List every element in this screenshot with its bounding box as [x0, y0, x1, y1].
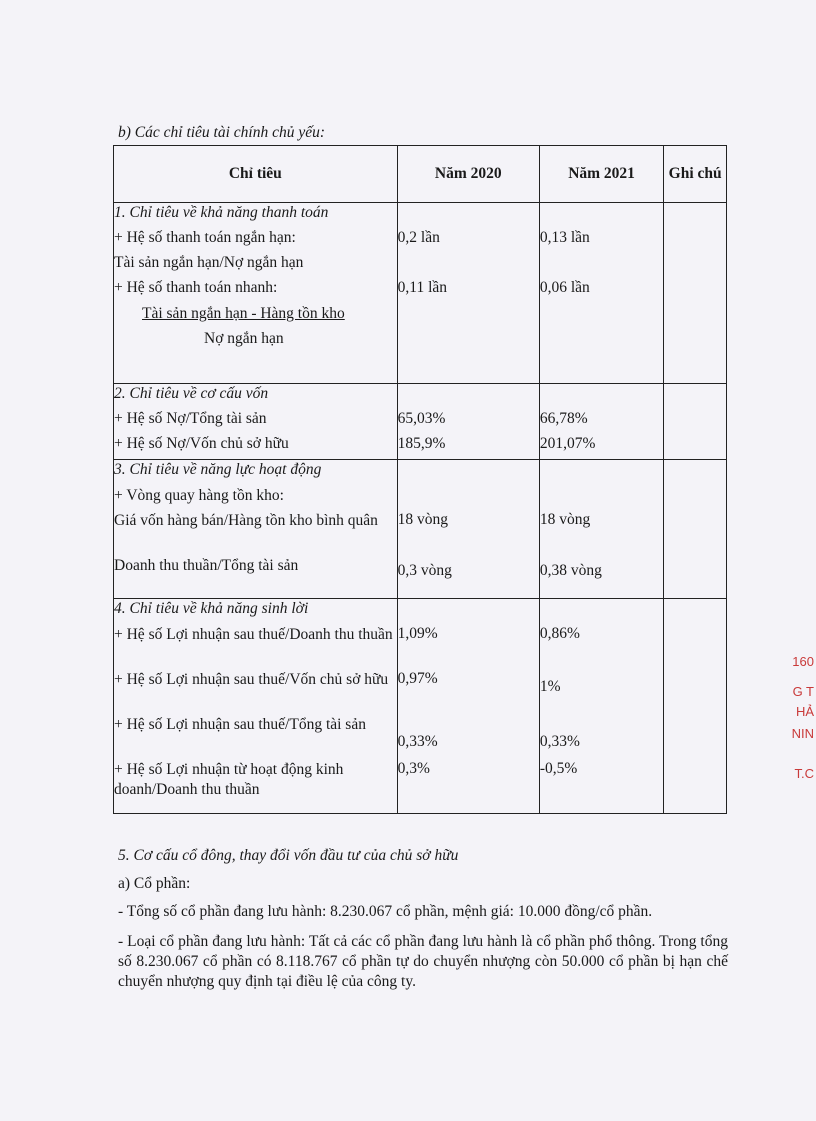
table-row: [114, 384, 727, 460]
value-cell: 0,11 lần: [397, 279, 448, 297]
header-indicator: Chỉ tiêu: [114, 146, 398, 203]
row-label: + Hệ số Lợi nhuận từ hoạt động kinh doanh/Doanh thu thuần: [114, 760, 344, 798]
group-title: 4. Chỉ tiêu về khả năng sinh lời: [114, 600, 309, 618]
note-cell: [664, 599, 727, 814]
group-2-labels: [114, 384, 398, 460]
group-4-labels: [114, 599, 398, 814]
value-cell: 0,2 lần: [397, 229, 440, 246]
fraction-numerator: Tài sản ngắn hạn - Hàng tồn kho: [142, 304, 345, 322]
value-cell: 0,86%: [539, 625, 580, 643]
group-2-2021: [539, 384, 663, 460]
value-cell: 0,38 vòng: [539, 562, 602, 580]
stamp-text: G T: [792, 684, 814, 699]
value-cell: 0,06 lần: [539, 279, 590, 297]
value-cell: 0,33%: [397, 733, 438, 751]
group-title: 3. Chỉ tiêu về năng lực hoạt động: [114, 461, 322, 479]
fraction-denominator: Nợ ngắn hạn: [204, 329, 284, 347]
value-cell: 65,03%: [397, 410, 446, 427]
header-year-2020: Năm 2020: [397, 146, 539, 203]
value-cell: 201,07%: [539, 435, 596, 453]
group-4-2021: [539, 599, 663, 814]
section-b-title: b) Các chỉ tiêu tài chính chủ yếu:: [118, 124, 326, 141]
group-title: 2. Chỉ tiêu về cơ cấu vốn: [114, 385, 269, 402]
header-year-2021: Năm 2021: [539, 146, 663, 203]
value-cell: 0,97%: [397, 670, 438, 688]
row-label: + Vòng quay hàng tồn kho:: [114, 486, 284, 504]
value-cell: 18 vòng: [397, 511, 449, 529]
shares-outstanding-paragraph: - Tổng số cổ phần đang lưu hành: 8.230.067 cổ phần, mệnh giá: 10.000 đồng/cổ phần.: [118, 903, 653, 920]
group-1-labels: [114, 203, 398, 384]
table-header-row: [114, 146, 727, 203]
value-cell: 0,3 vòng: [397, 562, 452, 580]
red-stamp-fragment: [786, 640, 816, 790]
financial-indicators-table: [113, 145, 727, 814]
group-1-2020: [397, 203, 539, 384]
group-title: 1. Chỉ tiêu về khả năng thanh toán: [114, 204, 329, 221]
row-label: Tài sản ngắn hạn/Nợ ngắn hạn: [114, 254, 304, 272]
table-row: [114, 203, 727, 384]
note-cell: [664, 460, 727, 599]
group-2-2020: [397, 384, 539, 460]
section-5-title: 5. Cơ cấu cổ đông, thay đổi vốn đầu tư của chủ sở hữu: [118, 847, 459, 864]
group-1-2021: [539, 203, 663, 384]
value-cell: 66,78%: [539, 410, 588, 427]
value-cell: 1%: [539, 678, 561, 696]
row-label: + Hệ số Lợi nhuận sau thuế/Vốn chủ sở hữu: [114, 670, 389, 688]
row-label: + Hệ số thanh toán ngắn hạn:: [114, 229, 296, 247]
stamp-text: 160: [792, 654, 814, 669]
note-cell: [664, 203, 727, 384]
row-label: + Hệ số Nợ/Vốn chủ sở hữu: [114, 435, 289, 453]
value-cell: 0,3%: [397, 760, 430, 778]
value-cell: 0,13 lần: [539, 229, 590, 246]
group-3-2020: [397, 460, 539, 599]
group-3-2021: [539, 460, 663, 599]
section-5a-title: a) Cổ phần:: [118, 875, 191, 892]
table-row: [114, 460, 727, 599]
share-type-paragraph: - Loại cổ phần đang lưu hành: Tất cả các cổ phần đang lưu hành là cổ phần phổ thông. Trong tổng số 8.230.067 cổ phần có 8.118.767 cổ phần tự do chuyển nhượng còn 50.000 cổ phần bị hạn chế chuyển nhượng quy định tại điều lệ của công ty.: [118, 933, 728, 990]
group-3-labels: [114, 460, 398, 599]
row-label: Giá vốn hàng bán/Hàng tồn kho bình quân: [114, 511, 378, 529]
table-row: [114, 599, 727, 814]
row-label: + Hệ số Lợi nhuận sau thuế/Tổng tài sản: [114, 715, 366, 733]
value-cell: 18 vòng: [539, 511, 591, 529]
stamp-text: HẢ: [795, 704, 814, 719]
row-label: + Hệ số thanh toán nhanh:: [114, 279, 278, 297]
row-label: Doanh thu thuần/Tổng tài sản: [114, 556, 299, 574]
value-cell: 185,9%: [397, 435, 446, 453]
row-label: + Hệ số Lợi nhuận sau thuế/Doanh thu thuần: [114, 625, 393, 643]
value-cell: 1,09%: [397, 625, 438, 643]
row-label: + Hệ số Nợ/Tổng tài sản: [114, 410, 267, 428]
stamp-text: T.C: [794, 766, 814, 781]
value-cell: 0,33%: [539, 733, 580, 751]
group-4-2020: [397, 599, 539, 814]
value-cell: -0,5%: [539, 760, 578, 778]
note-cell: [664, 384, 727, 460]
header-note: Ghi chú: [664, 146, 727, 203]
stamp-text: NIN: [791, 726, 814, 741]
